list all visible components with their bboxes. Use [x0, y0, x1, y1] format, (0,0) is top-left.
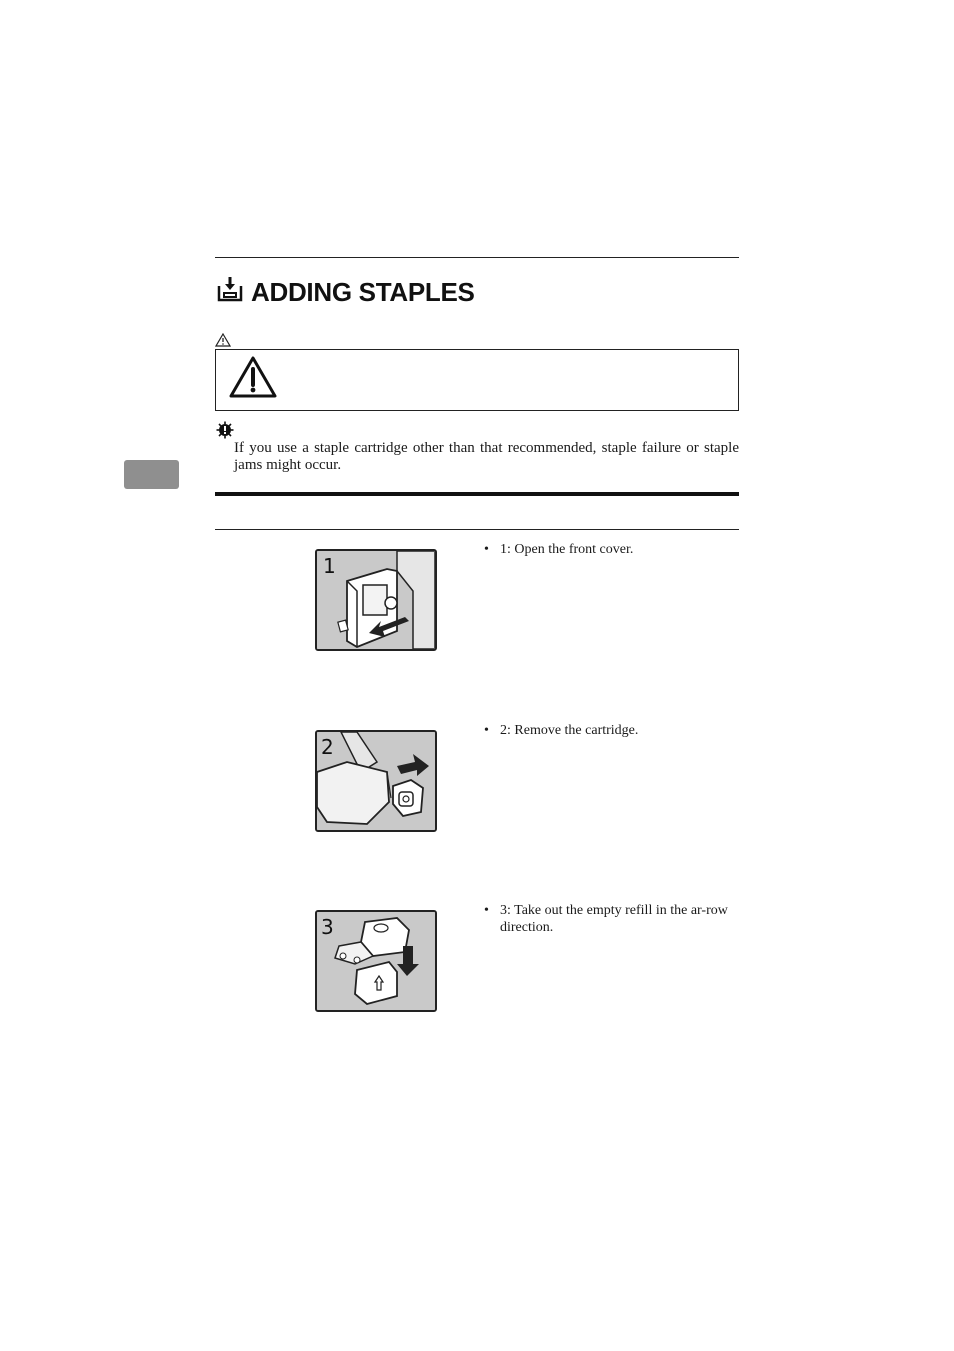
- step-2-text: [484, 722, 738, 739]
- header-rule: [215, 257, 739, 258]
- step-2-label: 2: Remove the cartridge.: [500, 723, 639, 738]
- caution-box: [215, 349, 739, 411]
- bullet: •: [484, 542, 489, 557]
- page-title: [215, 272, 475, 312]
- step-3-illustration: [315, 910, 437, 1012]
- section-rule: [215, 529, 739, 530]
- step-1-illustration: [315, 549, 437, 651]
- step-1-number: 1: [323, 554, 336, 578]
- step-1-label: 1: Open the front cover.: [500, 542, 634, 557]
- important-note: If you use a staple cartridge other than that recommended, staple failure or staple jams might occur.: [234, 440, 739, 473]
- step-1-text: [484, 541, 738, 558]
- caution-triangle-icon: [228, 355, 278, 404]
- chapter-tab: [124, 460, 179, 489]
- page-title-text: ADDING STAPLES: [251, 276, 475, 307]
- step-3-number: 3: [321, 915, 334, 939]
- bullet: •: [484, 723, 489, 738]
- important-icon: [216, 421, 234, 444]
- step-3-text: [484, 902, 738, 936]
- step-2-illustration: [315, 730, 437, 832]
- section-rule-thick: [215, 492, 739, 496]
- step-3-label: 3: Take out the empty refill in the ar-row direction.: [500, 903, 728, 935]
- step-2-number: 2: [321, 735, 334, 759]
- bullet: •: [484, 903, 489, 918]
- staple-refill-icon: [215, 274, 245, 311]
